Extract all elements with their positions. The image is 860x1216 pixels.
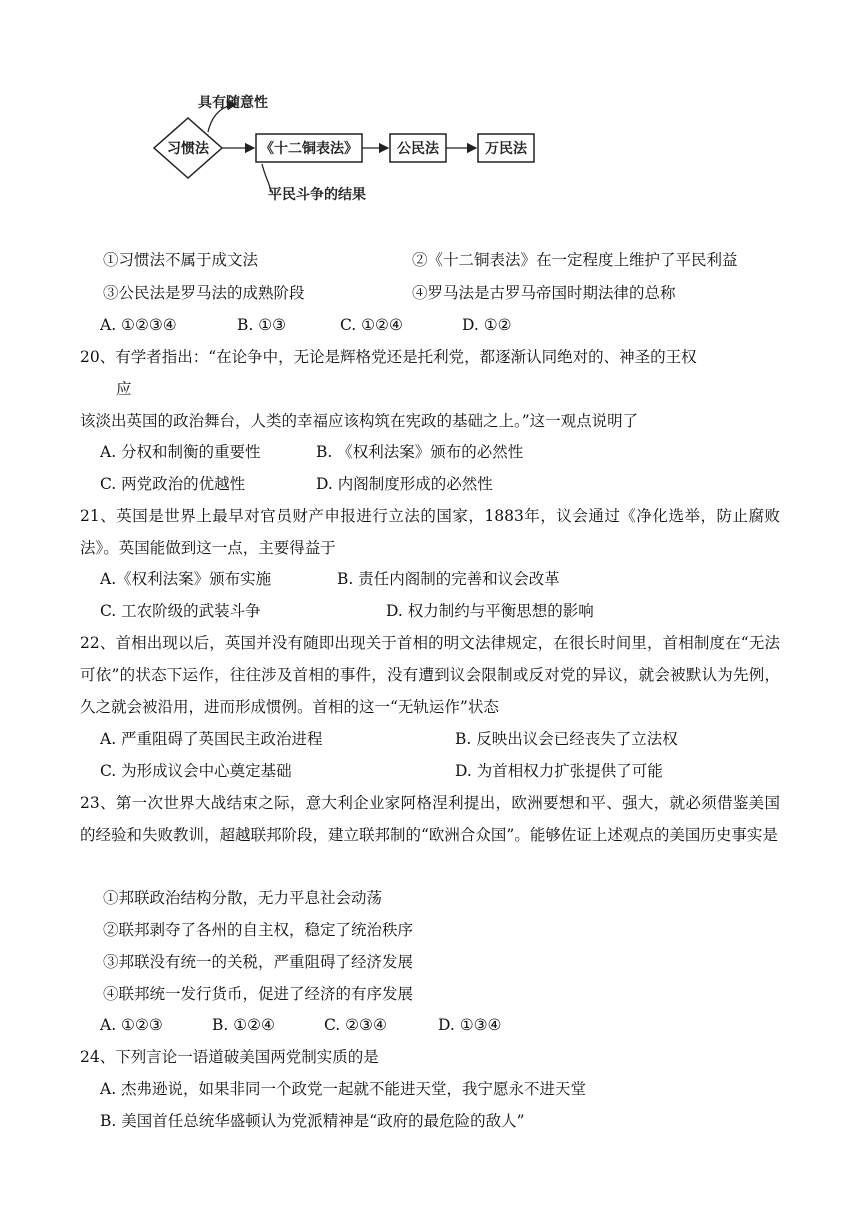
q22-option-c[interactable]: C. 为形成议会中心奠定基础 [100, 762, 292, 780]
diagram-node-3: 公民法 [397, 141, 439, 157]
q22-option-a[interactable]: A. 严重阻碍了英国民主政治进程 [100, 730, 323, 748]
q24-stem: 24、下列言论一语道破美国两党制实质的是 [80, 1048, 379, 1066]
q19-statement-4: ④罗马法是古罗马帝国时期法律的总称 [412, 284, 676, 302]
q21-stem: 21、英国是世界上最早对官员财产申报进行立法的国家，1883年，议会通过《净化选举，防止腐败法》。英国能做到这一点，主要得益于 [80, 507, 780, 557]
q23-statement-1: ①邦联政治结构分散，无力平息社会动荡 [103, 889, 383, 907]
q21-option-c[interactable]: C. 工农阶级的武装斗争 [100, 602, 261, 620]
q23-statement-4: ④联邦统一发行货币，促进了经济的有序发展 [103, 985, 414, 1003]
q23-statement-2: ②联邦剥夺了各州的自主权，稳定了统治秩序 [103, 921, 414, 939]
q23-option-d[interactable]: D. ①③④ [438, 1016, 502, 1034]
q20-option-c[interactable]: C. 两党政治的优越性 [100, 475, 246, 493]
diagram-node-1: 习惯法 [167, 141, 209, 157]
q20-stem-line2: 应 [116, 380, 132, 398]
diagram-node-4: 万民法 [485, 141, 527, 157]
q24-option-a[interactable]: A. 杰弗逊说，如果非同一个政党一起就不能进天堂，我宁愿永不进天堂 [100, 1080, 587, 1098]
q22-option-d[interactable]: D. 为首相权力扩张提供了可能 [455, 762, 663, 780]
q20-stem-line1: 20、有学者指出：“在论争中，无论是辉格党还是托利党，都逐渐认同绝对的、神圣的王权 [80, 348, 697, 366]
q21-option-d[interactable]: D. 权力制约与平衡思想的影响 [386, 602, 594, 620]
q23-option-c[interactable]: C. ②③④ [324, 1016, 387, 1034]
diagram-node-2: 《十二铜表法》 [260, 141, 358, 157]
q20-option-d[interactable]: D. 内阁制度形成的必然性 [316, 475, 493, 493]
q19-statement-3: ③公民法是罗马法的成熟阶段 [103, 284, 305, 302]
q21-option-b[interactable]: B. 责任内阁制的完善和议会改革 [337, 570, 560, 588]
q20-stem-line3: 该淡出英国的政治舞台，人类的幸福应该构筑在宪政的基础之上。”这一观点说明了 [80, 412, 639, 430]
q23-stem: 23、第一次世界大战结束之际，意大利企业家阿格涅利提出，欧洲要想和平、强大，就必须借鉴美国的经验和失败教训，超越联邦阶段，建立联邦制的“欧洲合众国”。能够佐证上述观点的美国历史事实是 [80, 794, 780, 844]
q19-option-a[interactable]: A. ①②③④ [100, 316, 177, 334]
q22-option-b[interactable]: B. 反映出议会已经丧失了立法权 [455, 730, 678, 748]
q19-option-d[interactable]: D. ①② [462, 316, 512, 334]
q19-option-c[interactable]: C. ①②④ [340, 316, 403, 334]
q19-statement-2: ②《十二铜表法》在一定程度上维护了平民利益 [412, 251, 738, 269]
diagram-annotation-bottom: 平民斗争的结果 [268, 187, 366, 203]
q24-option-b[interactable]: B. 美国首任总统华盛顿认为党派精神是“政府的最危险的敌人” [100, 1112, 525, 1130]
q19-option-b[interactable]: B. ①③ [237, 316, 287, 334]
q20-option-a[interactable]: A. 分权和制衡的重要性 [100, 443, 261, 461]
q20-option-b[interactable]: B. 《权利法案》颁布的必然性 [316, 443, 524, 461]
q19-statement-1: ①习惯法不属于成文法 [103, 251, 259, 269]
q23-option-a[interactable]: A. ①②③ [100, 1016, 163, 1034]
q23-statement-3: ③邦联没有统一的关税，严重阻碍了经济发展 [103, 953, 414, 971]
q21-option-a[interactable]: A.《权利法案》颁布实施 [100, 570, 272, 588]
diagram-annotation-top: 具有随意性 [198, 95, 268, 111]
q23-option-b[interactable]: B. ①②④ [212, 1016, 275, 1034]
q22-stem: 22、首相出现以后，英国并没有随即出现关于首相的明文法律规定，在很长时间里，首相制度在“无法可依”的状态下运作，往往涉及首相的事件，没有遭到议会限制或反对党的异议，就会被默认为先例，久之就会被沿用，进而形成惯例。首相的这一“无轨运作”状态 [80, 634, 780, 716]
roman-law-diagram [150, 84, 550, 214]
